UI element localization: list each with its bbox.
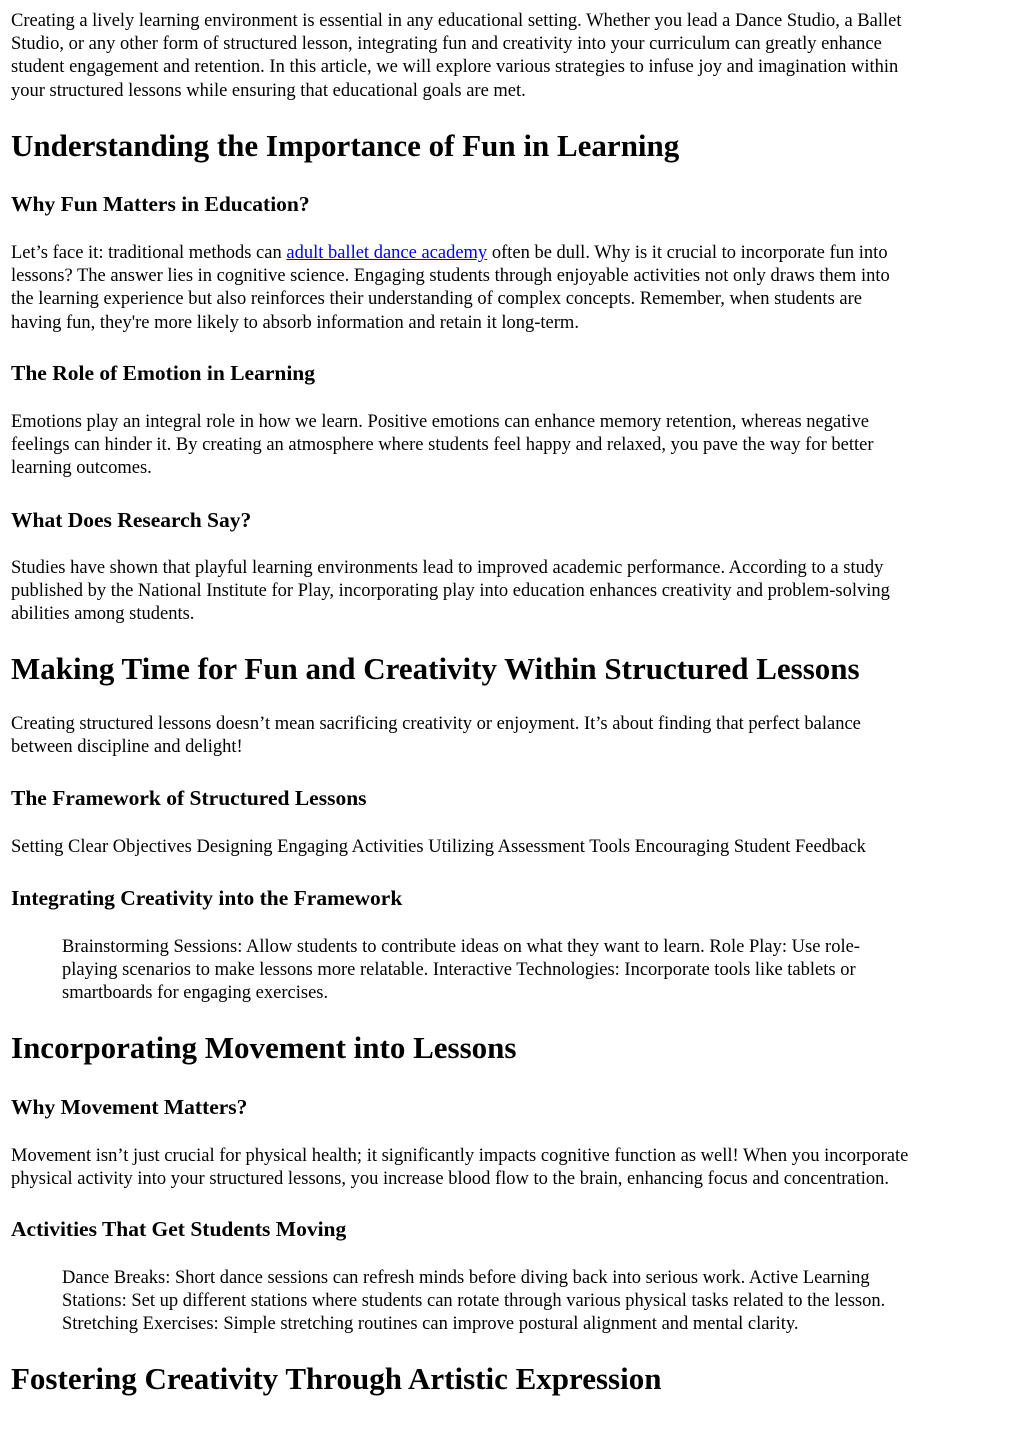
text-line: published by the National Institute for Play, incorporating play into education enhances creativity and problem-solving (11, 581, 890, 602)
text-line: the learning experience but also reinforces their understanding of complex concepts. Remember, when students are (11, 289, 862, 310)
section-heading-fun-importance: Understanding the Importance of Fun in Learning (11, 128, 680, 163)
text-line: physical activity into your structured lessons, you increase blood flow to the brain, enhancing focus and concentration. (11, 1169, 890, 1190)
paragraph-research (11, 557, 890, 627)
text-line: playing scenarios to make lessons more relatable. Interactive Technologies: Incorporate tools like tablets or (62, 960, 856, 981)
text-line: Studio, or any other form of structured lesson, integrating fun and creativity into your curriculum can greatly enhance (11, 34, 882, 55)
section-heading-making-time: Making Time for Fun and Creativity Within Structured Lessons (11, 651, 860, 686)
text-line: Movement isn’t just crucial for physical health; it significantly impacts cognitive function as well! When you incorporate (11, 1146, 909, 1166)
paragraph-why-fun-matters (11, 242, 890, 335)
text-line: Stretching Exercises: Simple stretching routines can improve postural alignment and mental clarity. (62, 1314, 799, 1335)
section-heading-artistic-expression: Fostering Creativity Through Artistic Expression (11, 1361, 662, 1396)
text-line: Creating a lively learning environment is essential in any educational setting. Whether you lead a Dance Studio, a Ballet (11, 11, 902, 31)
blockquote-activities-moving (62, 1267, 885, 1337)
section-heading-movement: Incorporating Movement into Lessons (11, 1030, 517, 1065)
text-line: student engagement and retention. In this article, we will explore various strategies to infuse joy and imagination within (11, 57, 899, 78)
text-line: Creating structured lessons doesn’t mean sacrificing creativity or enjoyment. It’s about finding that perfect balance (11, 714, 861, 734)
text-line: Stations: Set up different stations where students can rotate through various physical tasks related to the lesson. (62, 1291, 886, 1312)
adult-ballet-link[interactable]: adult ballet dance academy (286, 243, 488, 263)
paragraph-why-movement (11, 1145, 908, 1191)
paragraph-framework (11, 836, 866, 859)
text-line: feelings can hinder it. By creating an atmosphere where students feel happy and relaxed, you pave the way for better (11, 435, 874, 456)
text-line: Dance Breaks: Short dance sessions can refresh minds before diving back into serious work. Active Learning (62, 1268, 870, 1288)
text-line: Brainstorming Sessions: Allow students to contribute ideas on what they want to learn. Role Play: Use role- (62, 937, 860, 957)
paragraph-role-of-emotion (11, 411, 874, 481)
text-line: Studies have shown that playful learning environments lead to improved academic performance. According to a study (11, 558, 884, 578)
intro-paragraph (11, 10, 901, 103)
text-line: smartboards for engaging exercises. (62, 983, 329, 1004)
subheading-role-of-emotion: The Role of Emotion in Learning (11, 361, 316, 385)
subheading-framework: The Framework of Structured Lessons (11, 786, 367, 810)
text-line: abilities among students. (11, 604, 195, 625)
text-line: having fun, they're more likely to absorb information and retain it long-term. (11, 312, 579, 333)
text-fragment: Let’s face it: traditional methods can (11, 243, 287, 263)
text-line: between discipline and delight! (11, 737, 243, 758)
paragraph-making-time (11, 713, 861, 759)
subheading-why-fun-matters: Why Fun Matters in Education? (11, 192, 310, 216)
blockquote-integrating-creativity (62, 936, 860, 1006)
text-line: Setting Clear Objectives Designing Engaging Activities Utilizing Assessment Tools Encouraging Student Feedback (11, 837, 866, 857)
subheading-research: What Does Research Say? (11, 508, 252, 532)
text-line (11, 242, 890, 265)
text-line: your structured lessons while ensuring that educational goals are met. (11, 80, 526, 101)
text-line: learning outcomes. (11, 458, 152, 479)
subheading-integrating-creativity: Integrating Creativity into the Framework (11, 886, 403, 910)
text-line: lessons? The answer lies in cognitive science. Engaging students through enjoyable activities not only draws them into (11, 266, 890, 287)
subheading-activities-moving: Activities That Get Students Moving (11, 1217, 347, 1241)
subheading-why-movement: Why Movement Matters? (11, 1095, 248, 1119)
text-fragment: often be dull. Why is it crucial to incorporate fun into (487, 243, 888, 263)
text-line: Emotions play an integral role in how we learn. Positive emotions can enhance memory retention, whereas negative (11, 412, 869, 432)
